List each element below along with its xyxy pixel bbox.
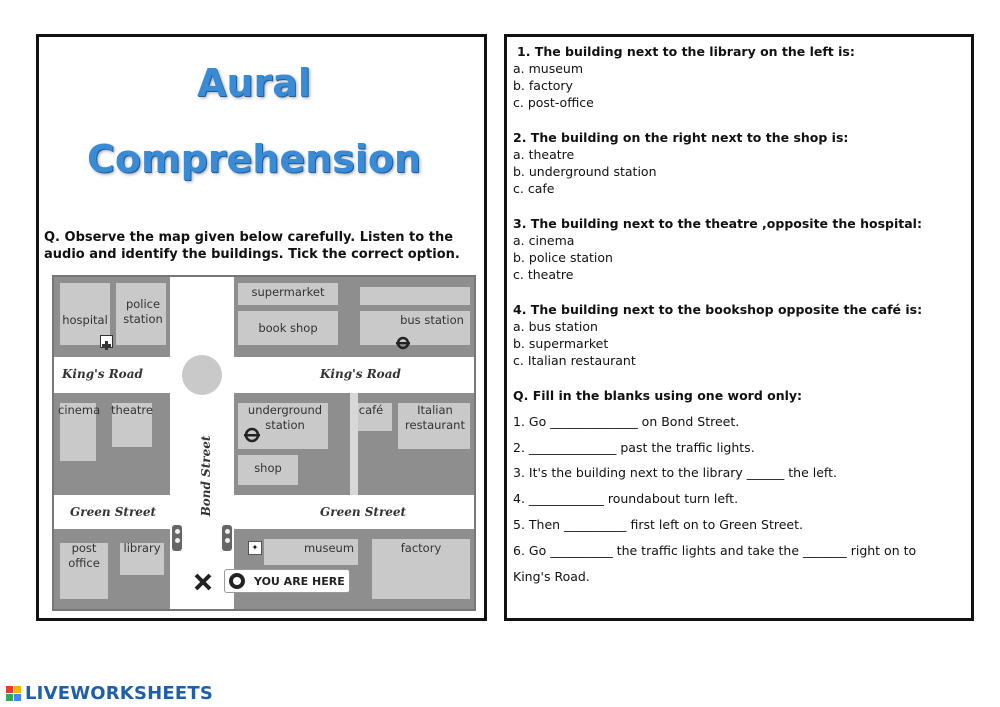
right-panel (504, 34, 974, 621)
question-4-text: 4. The building next to the bookshop opposite the café is: (513, 302, 923, 317)
label-underground-station: underground station (247, 403, 323, 432)
blank-4[interactable]: 4. ____________ roundabout turn left. (513, 491, 739, 506)
road-name-kings-right: King's Road (320, 367, 401, 381)
title-line-1: Aural (197, 61, 311, 105)
label-cafe: café (358, 403, 384, 417)
town-map (52, 275, 476, 611)
label-theatre: theatre (111, 403, 153, 417)
blank-5[interactable]: 5. Then __________ first left on to Green Street. (513, 517, 803, 532)
roundabout (182, 355, 222, 395)
label-book-shop: book shop (258, 321, 318, 335)
road-name-green-left: Green Street (70, 505, 157, 519)
label-bus-station: bus station (400, 313, 464, 327)
map-instruction: Q. Observe the map given below carefully. Listen to the audio and identify the buildings. Tick the correct option. (44, 230, 460, 262)
fill-blanks-heading-text: Q. Fill in the blanks using one word only: (513, 388, 803, 403)
museum-icon: ✦ (248, 541, 262, 555)
label-supermarket: supermarket (251, 285, 325, 299)
label-hospital: hospital (62, 313, 108, 327)
q1-option-b[interactable]: b. factory (513, 78, 573, 93)
label-italian-restaurant: Italian restaurant (405, 403, 465, 432)
q4-option-a[interactable]: a. bus station (513, 319, 598, 334)
traffic-light-icon-right (222, 525, 232, 551)
q4-option-b[interactable]: b. supermarket (513, 336, 609, 351)
q2-option-c[interactable]: c. cafe (513, 181, 555, 196)
location-icon (228, 572, 246, 590)
underground-logo-icon (396, 335, 410, 354)
question-4 (513, 301, 922, 369)
question-1 (517, 43, 855, 60)
cross-mark-icon (194, 573, 212, 595)
q2-option-b[interactable]: b. underground station (513, 164, 657, 179)
label-police-station: police station (123, 297, 163, 326)
question-1-text: 1. The building next to the library on the left is: (517, 44, 855, 59)
liveworksheets-icon (6, 686, 22, 702)
label-shop: shop (254, 461, 282, 475)
label-post-office: post office (68, 541, 100, 570)
label-factory: factory (400, 541, 442, 555)
label-cinema: cinema (58, 403, 101, 417)
block-top-right (360, 287, 470, 305)
q3-option-b[interactable]: b. police station (513, 250, 613, 265)
hospital-cross-icon (100, 335, 113, 348)
question-3 (513, 215, 922, 283)
q3-option-a[interactable]: a. cinema (513, 233, 575, 248)
q1-option-c[interactable]: c. post-office (513, 95, 594, 110)
left-panel (36, 34, 487, 621)
question-1-options (513, 60, 594, 111)
traffic-light-icon-left (172, 525, 182, 551)
q3-option-c[interactable]: c. theatre (513, 267, 574, 282)
q1-option-a[interactable]: a. museum (513, 61, 584, 76)
road-name-bond: Bond Street (199, 435, 213, 517)
label-library: library (123, 541, 161, 555)
road-name-green-right: Green Street (320, 505, 407, 519)
q4-option-c[interactable]: c. Italian restaurant (513, 353, 636, 368)
road-name-kings-left: King's Road (62, 367, 143, 381)
you-are-here-marker (224, 569, 350, 593)
you-are-here-label: YOU ARE HERE (254, 574, 345, 588)
question-2 (513, 129, 848, 197)
blank-6-cont: King's Road. (513, 569, 590, 584)
label-museum: museum (303, 541, 355, 555)
question-3-text: 3. The building next to the theatre ,opposite the hospital: (513, 216, 922, 231)
title-line-2: Comprehension (87, 137, 421, 181)
q2-option-a[interactable]: a. theatre (513, 147, 575, 162)
underground-logo-icon-2 (244, 427, 260, 447)
fill-blanks-heading (513, 387, 802, 404)
blank-1[interactable]: 1. Go ______________ on Bond Street. (513, 414, 740, 429)
blank-3[interactable]: 3. It's the building next to the library ______ the left. (513, 465, 837, 480)
brand-text: LIVEWORKSHEETS (25, 683, 214, 704)
liveworksheets-logo[interactable] (6, 683, 213, 704)
blank-6[interactable]: 6. Go __________ the traffic lights and take the _______ right on to (513, 543, 917, 558)
blank-2[interactable]: 2. ______________ past the traffic lights. (513, 440, 755, 455)
question-2-text: 2. The building on the right next to the shop is: (513, 130, 849, 145)
